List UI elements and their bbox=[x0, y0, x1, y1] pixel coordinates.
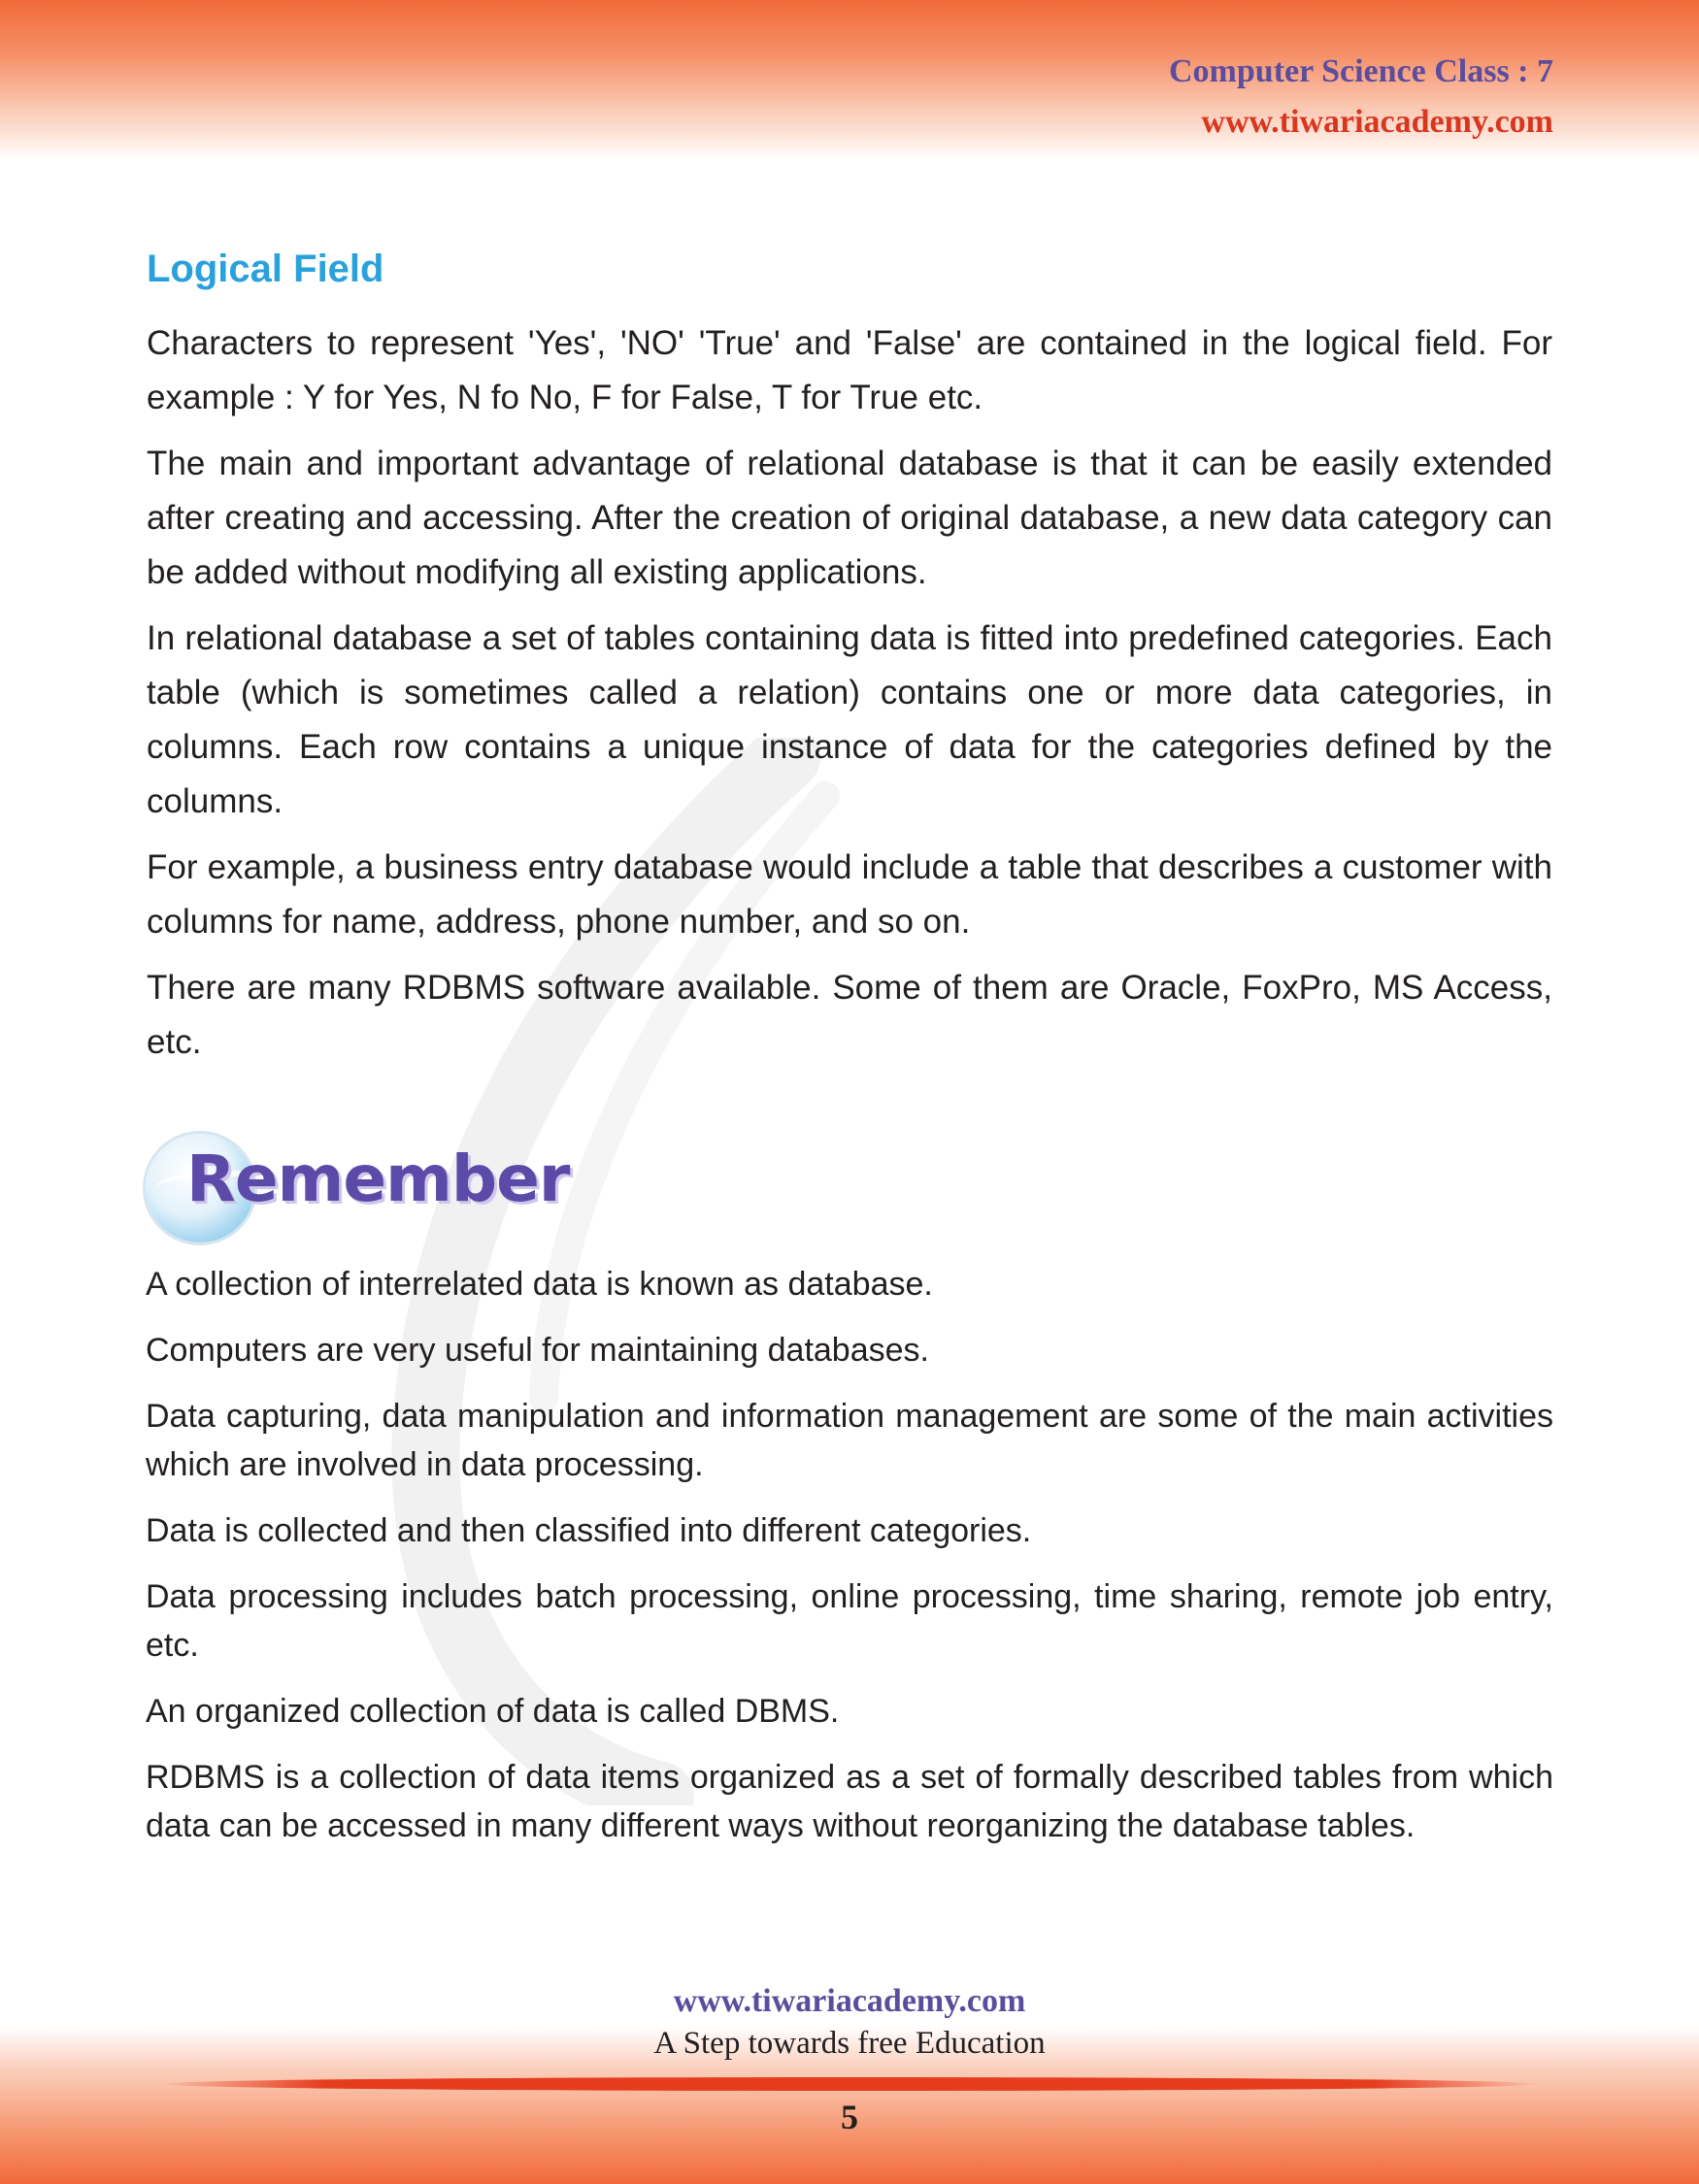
footer-website: www.tiwariacademy.com bbox=[673, 1983, 1026, 2019]
list-item: Computers are very useful for maintaining databases. bbox=[146, 1332, 929, 1369]
header-website: www.tiwariacademy.com bbox=[1201, 104, 1553, 140]
list-item: Data is collected and then classified into different categories. bbox=[146, 1512, 1032, 1549]
list-item: Data processing includes batch processing, online processing, time sharing, remote job entry, etc. bbox=[146, 1578, 1553, 1664]
section-title: Logical Field bbox=[147, 248, 384, 290]
paragraph: There are many RDBMS software available. Some of them are Oracle, FoxPro, MS Access, etc. bbox=[147, 969, 1552, 1061]
footer-tagline: A Step towards free Education bbox=[653, 2026, 1046, 2061]
header-subject: Computer Science Class : 7 bbox=[1169, 53, 1553, 89]
list-item: An organized collection of data is called DBMS. bbox=[146, 1693, 840, 1730]
paragraph: Characters to represent 'Yes', 'NO' 'True' and 'False' are contained in the logical field. For example : Y for Yes, N fo No, F for False, T for True etc. bbox=[147, 324, 1552, 416]
remember-heading: Remember bbox=[186, 1142, 570, 1216]
page-header bbox=[1169, 47, 1553, 148]
main-content bbox=[147, 241, 1552, 1081]
list-item: Data capturing, data manipulation and information management are some of the main activities which are involved in data processing. bbox=[146, 1398, 1553, 1483]
paragraph: In relational database a set of tables containing data is fitted into predefined categories. Each table (which is sometimes called a relation) contains one or more data categories, in columns. Each row contains a unique instance of data for the categories defined by the columns. bbox=[147, 619, 1552, 820]
paragraph: The main and important advantage of relational database is that it can be easily extended after creating and accessing. After the creation of original database, a new data category can be added without modifying all existing applications. bbox=[147, 445, 1552, 591]
list-item: A collection of interrelated data is known as database. bbox=[146, 1266, 933, 1303]
footer-swoosh-decoration bbox=[160, 2077, 1539, 2091]
page-number: 5 bbox=[841, 2098, 858, 2136]
remember-list bbox=[146, 1260, 1553, 1868]
list-item: RDBMS is a collection of data items organized as a set of formally described tables from which data can be accessed in many different ways without reorganizing the database tables. bbox=[146, 1759, 1553, 1844]
paragraph: For example, a business entry database would include a table that describes a customer with columns for name, address, phone number, and so on. bbox=[147, 848, 1552, 941]
remember-badge bbox=[146, 1134, 570, 1248]
